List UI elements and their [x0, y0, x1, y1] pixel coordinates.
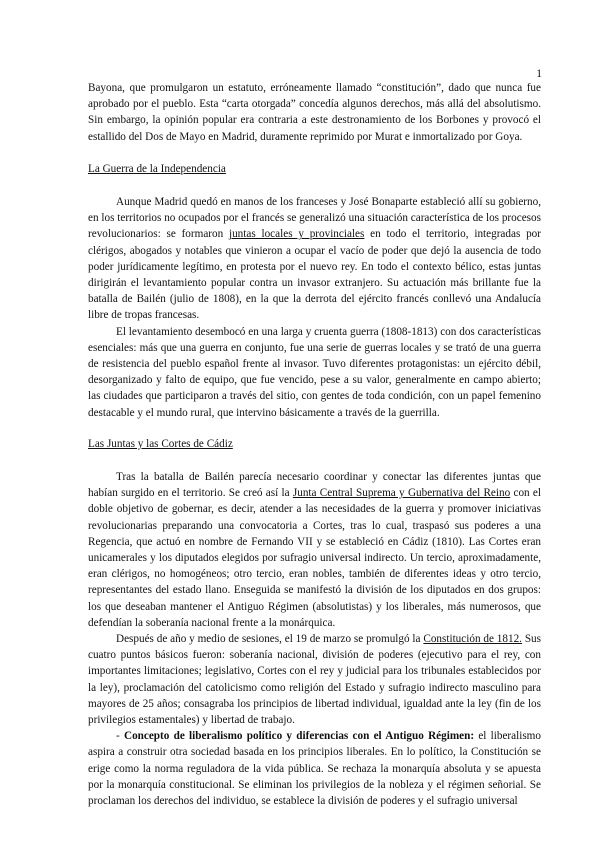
- section-juntas-body: [88, 469, 541, 809]
- text-run: Después de año y medio de sesiones, el 19 de marzo se promulgó la: [116, 633, 424, 646]
- text-run: con el doble objetivo de gobernar, es decir, atender a las necesidades de la guerra y promover iniciativas revolucionarias preparando una convocatoria a Cortes, tras lo cual, traspasó sus poderes a una Regencia, que actuó en nombre de Fernando VII y se estableció en Cádiz (1810). Las Cortes eran unicamerales y los diputados elegidos por sufragio universal indirecto. Un tercio, aproximadamente, eran clérigos, no homogéneos; otro tercio, eran nobles, también de diferentes ideas y otro tercio, representantes del estado llano. Enseguida se manifestó la división de los diputados en dos grupos: los que deseaban mantener el Antiguo Régimen (absolutistas) y los liberales, más numerosos, que defendían la soberanía nacional frente a la monárquica.: [88, 487, 542, 629]
- intro-paragraph: [88, 80, 541, 145]
- bold-concept-heading: Concepto de liberalismo político y diferencias con el Antiguo Régimen:: [123, 730, 475, 743]
- paragraph-guerra-1: [88, 194, 541, 324]
- page-number: 1: [536, 68, 542, 80]
- junta-central-text: Junta Central Suprema y Gubernativa del Reino: [292, 487, 511, 500]
- paragraph-juntas-1: [88, 469, 541, 631]
- text-run: Sus cuatro puntos básicos fueron: soberanía nacional, división de poderes (ejecutivo para el rey, con importantes limitaciones; legislativo, Cortes con el rey y judicial para los tribunales establecidos por la ley), proclamación del catolicismo como religión del Estado y sufragio indirecto masculino para mayores de 25 años; consagraba los principios de libertad individual, igualdad ante la ley (fin de los privilegios estamentales) y libertad de trabajo.: [88, 633, 541, 727]
- paragraph-juntas-2: [88, 631, 541, 728]
- text-run: en todo el territorio, integradas por clérigos, abogados y notables que vinieron a ocupar el vacío de poder que dejó la ausencia de todo poder jurídicamente legítimo, en protesta por el nuevo rey. En todo el contexto bélico, estas juntas dirigirán el levantamiento popular contra un invasor extranjero. Su actuación más brillante fue la batalla de Bailén (julio de 1808), en la que la derrota del ejército francés conllevó una Andalucía libre de tropas francesas.: [88, 228, 542, 322]
- paragraph-guerra-2: El levantamiento desembocó en una larga y cruenta guerra (1808-1813) con dos características esenciales: más que una guerra en conjunto, fue una serie de guerras locales y se trató de una guerra de resistencia del pueblo español frente al invasor. Tuvo diferentes protagonistas: un ejército débil, desorganizado y falto de equipo, que fue vencido, pese a su valor, generalmente en campo abierto; las ciudades que participaron a través del sitio, con gentes de toda condición, con un papel femenino destacable y el mundo rural, que intervino básicamente a través de la guerrilla.: [88, 325, 541, 419]
- juntas-locales-link-text: juntas locales y provinciales: [228, 228, 365, 241]
- intro-text: Bayona, que promulgaron un estatuto, erróneamente llamado “constitución”, dado que nunca fue aprobado por el pueblo. Esta “carta otorgada” concedía algunos derechos, más allá del absolutismo. Sin embargo, la opinión popular era contraria a este destronamiento de los Borbones y provocó el estallido del Dos de Mayo en Madrid, duramente reprimido por Murat e inmortalizado por Goya.: [88, 82, 541, 143]
- text-run: -: [116, 730, 124, 743]
- section-heading-guerra: La Guerra de la Independencia: [88, 163, 226, 175]
- text-run: el liberalismo aspira a construir otra sociedad basada en los principios liberales. En lo político, la Constitución se erige como la norma reguladora de la vida pública. Se rechaza la monarquía absoluta y se apuesta por la monarquía constitucional. Se eliminan los privilegios de la nobleza y el régimen señorial. Se proclaman los derechos del individuo, se establece la división de poderes y el sufragio universal: [88, 730, 541, 808]
- paragraph-juntas-3: [88, 728, 541, 809]
- text-run: Aunque Madrid quedó en manos de los franceses y José Bonaparte estableció allí su gobierno, en los territorios no ocupados por el francés se generalizó una situación característica de los procesos revolucionarios: se formaron: [88, 196, 541, 241]
- section-heading-juntas: Las Juntas y las Cortes de Cádiz: [88, 438, 233, 450]
- section-guerra-body: [88, 194, 541, 421]
- text-run: Tras la batalla de Bailén parecía necesario coordinar y conectar las diferentes juntas que habían surgido en el territorio. Se creó así la: [88, 471, 541, 500]
- constitucion-1812-text: Constitución de 1812.: [423, 633, 522, 646]
